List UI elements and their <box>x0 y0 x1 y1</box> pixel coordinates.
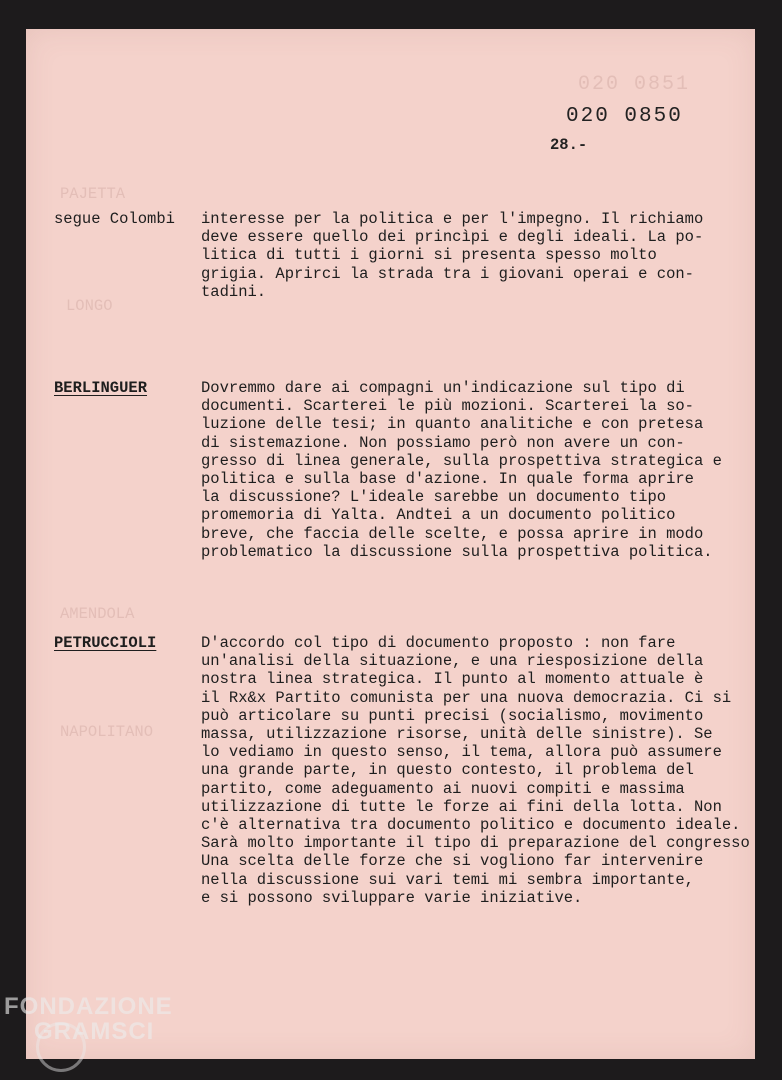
document-number: 020 0850 <box>566 105 683 128</box>
text-line: litica di tutti i giorni si presenta spesso molto <box>201 246 657 265</box>
text-line: la discussione? L'ideale sarebbe un documento tipo <box>201 488 667 507</box>
speaker-label: PETRUCCIOLI <box>54 634 157 652</box>
bleed-through-name: NAPOLITANO <box>60 723 154 741</box>
text-line: e si possono sviluppare varie iniziative. <box>201 888 583 907</box>
text-line: può articolare su punti precisi (socialismo, movimento <box>201 706 704 725</box>
text-line: una grande parte, in questo contesto, il problema del <box>201 761 694 780</box>
text-line: luzione delle tesi; in quanto analitiche e con pretesa <box>201 415 704 434</box>
text-line: utilizzazione di tutte le forze ai fini della lotta. Non <box>201 797 722 816</box>
text-line: nostra linea strategica. Il punto al momento attuale è <box>201 670 704 689</box>
watermark-line1: FONDAZIONE <box>4 993 173 1020</box>
text-line: un'analisi della situazione, e una riesposizione della <box>201 652 704 671</box>
text-line: di sistemazione. Non possiamo però non avere un con- <box>201 433 685 452</box>
watermark-line2: GRAMSCI <box>34 1018 155 1045</box>
text-line: Dovremmo dare ai compagni un'indicazione sul tipo di <box>201 379 685 397</box>
page-number: 28.- <box>550 136 588 154</box>
text-line: Sarà molto importante il tipo di preparazione del congresso <box>201 834 750 853</box>
text-line: il Rx&x Partito comunista per una nuova democrazia. Ci si <box>201 688 732 707</box>
text-line: politica e sulla base d'azione. In quale forma aprire <box>201 470 694 489</box>
text-line: lo vediamo in questo senso, il tema, allora può assumere <box>201 743 722 762</box>
text-line: partito, come adeguamento ai nuovi compiti e massima <box>201 779 685 798</box>
bleed-through-name: PAJETTA <box>60 185 126 203</box>
text-line: tadini. <box>201 282 267 301</box>
speaker-label: segue Colombi <box>54 210 175 228</box>
bleed-through-docnum: 020 0851 <box>578 73 691 96</box>
speech-paragraph <box>201 210 703 301</box>
text-line: massa, utilizzazione risorse, unità delle sinistre). Se <box>201 725 713 744</box>
text-line: grigia. Aprirci la strada tra i giovani operai e con- <box>201 264 694 283</box>
text-line: gresso di linea generale, sulla prospettiva strategica e <box>201 451 722 470</box>
speech-paragraph <box>201 634 750 907</box>
document-page <box>26 29 755 1059</box>
bleed-through-name: LONGO <box>66 297 113 315</box>
text-line: interesse per la politica e per l'impegno. Il richiamo <box>201 210 704 228</box>
text-line: promemoria di Yalta. Andtei a un documento politico <box>201 506 676 525</box>
text-line: documenti. Scarterei le più mozioni. Scarterei la so- <box>201 397 694 416</box>
text-line: D'accordo col tipo di documento proposto : non fare <box>201 634 676 652</box>
speech-paragraph <box>201 379 722 561</box>
speaker-label: BERLINGUER <box>54 379 148 397</box>
watermark-logo <box>4 993 173 1045</box>
bleed-through-name: AMENDOLA <box>60 605 135 623</box>
text-line: deve essere quello dei princìpi e degli ideali. La po- <box>201 228 704 247</box>
text-line: breve, che faccia delle scelte, e possa aprire in modo <box>201 524 704 543</box>
text-line: Una scelta delle forze che si vogliono far intervenire <box>201 852 704 871</box>
text-line: problematico la discussione sulla prospettiva politica. <box>201 542 713 561</box>
text-line: c'è alternativa tra documento politico e documento ideale. <box>201 816 741 835</box>
text-line: nella discussione sui vari temi mi sembra importante, <box>201 870 694 889</box>
